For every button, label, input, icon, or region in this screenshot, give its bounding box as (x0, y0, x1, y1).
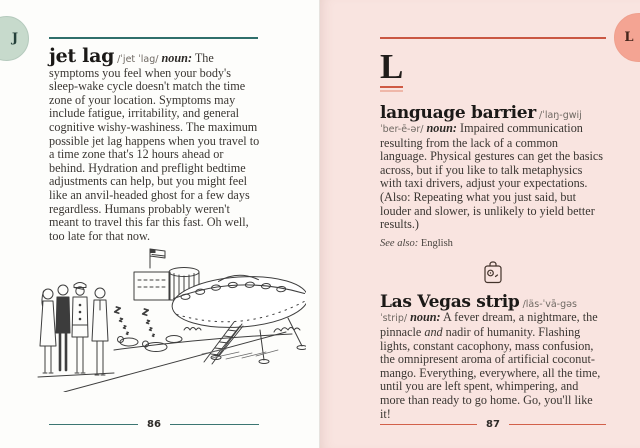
header-rule-right (380, 37, 606, 39)
headword-las-vegas-strip: Las Vegas strip (380, 291, 520, 312)
second-man-legs (95, 341, 105, 375)
page-number-right: 87 (486, 419, 500, 430)
footer-line (509, 424, 606, 426)
part-of-speech-label: noun: (426, 121, 457, 136)
officer-jacket (72, 297, 88, 337)
zzz-text: Z (141, 307, 150, 318)
officer-figure (76, 287, 84, 295)
officer-legs (75, 337, 85, 373)
see-also-term: English (420, 237, 453, 249)
see-also-line (380, 238, 606, 249)
page-footer-right (380, 419, 606, 430)
saucer-body (170, 272, 306, 331)
dark-suit (56, 297, 70, 333)
zzz-text: z (122, 324, 127, 331)
part-of-speech-label: noun: (161, 51, 193, 65)
woman-figure (43, 289, 53, 299)
jacket-button (79, 311, 81, 313)
onlooker-group (38, 283, 114, 378)
letter-tab-j (0, 16, 29, 61)
section-letter-underline-light (380, 90, 403, 92)
bushes-left (184, 328, 201, 331)
definition-italic-word: and (424, 325, 443, 340)
flag-stripe (152, 255, 165, 257)
woman-legs (43, 346, 53, 373)
section-letter-underline (380, 86, 403, 88)
ground-line (114, 334, 292, 350)
suitcase-icon-row (380, 260, 606, 286)
zzz-text: Z (113, 305, 122, 316)
zzz-text: z (151, 332, 156, 338)
flying-saucer (170, 271, 306, 332)
bushes-right (274, 328, 300, 333)
pronunciation-las-vegas-strip: /läs-ˈvā-gəs ˈstrip/ (380, 298, 577, 325)
flag-canton (151, 250, 156, 254)
footer-line (49, 424, 138, 426)
jacket-button (79, 304, 81, 306)
letter-tab-l-label: L (624, 30, 634, 45)
section-letter: L (380, 46, 404, 86)
see-also-label: See also: (380, 237, 419, 249)
zzz-text: z (145, 318, 151, 326)
leg-right (288, 318, 302, 346)
headword-jet-lag: jet lag (49, 45, 115, 67)
header-rule-left (49, 37, 258, 39)
jacket-button (79, 318, 81, 320)
headword-language-barrier: language barrier (380, 102, 536, 123)
definition-las-vegas-strip-part1: A fever dream, a nightmare, the pinnacle (380, 310, 598, 340)
pronunciation-language-barrier: /ˈlaŋ-gwij ˈber-ē-ər/ (380, 109, 582, 136)
sleeping-alien (166, 336, 182, 343)
building-wing (134, 272, 170, 300)
suit-man-legs (60, 333, 66, 370)
footer-line (380, 424, 477, 426)
entry-language-barrier (380, 102, 606, 232)
woman-coat (40, 301, 56, 346)
page-footer-left (49, 419, 259, 430)
leg-middle (260, 330, 264, 360)
ladder (204, 322, 242, 364)
entry-jet-lag (49, 45, 261, 243)
suit-man-figure (58, 285, 68, 295)
letter-tab-j-label: J (11, 31, 19, 46)
pronunciation-jet-lag: /ˈjet ˈlag/ (117, 54, 159, 65)
footer-line (170, 424, 259, 426)
entry-las-vegas-strip (380, 291, 606, 421)
letter-tab-l (614, 13, 640, 62)
building-windows (138, 280, 165, 287)
part-of-speech-label: noun: (410, 310, 441, 325)
officer-cap (74, 283, 86, 290)
definition-las-vegas-strip-part2: nadir of humanity. Flashing lights, constant cacophony, mass confusion, the omnipresent aroma of artificial coconut-mango. Everything, everywhere, all the time, until you are left spent, whimpering, and more than ready to go home. Go, you'll like it! (380, 325, 601, 421)
second-man-body (92, 300, 108, 341)
suitcase-icon (482, 260, 504, 286)
zzz-text: z (118, 316, 124, 324)
zzz-text: z (125, 330, 130, 336)
page-right (320, 0, 640, 448)
zzz-text: z (148, 326, 153, 333)
second-man-figure (95, 288, 105, 298)
ufo-landing-illustration (34, 246, 306, 392)
definition-language-barrier: Impaired communication resulting from the lack of a common language. Physical gestures can get the basics across, but if you like to talk metaphysics with taxi drivers, adjust your expectations. (Also: Repeating what you just said, but louder and slower, is unlikely to yield better results.) (380, 121, 604, 232)
definition-jet-lag: The symptoms you feel when your body's sleep-wake cycle doesn't match the time zone of your location. Symptoms may include fatigue, irritability, and general cognitive wishy-washiness. The maximum possible jet lag happens when you travel to a time zone that's 12 hours ahead or behind. Hydration and preflight bedtime adjustments can help, but you might feel like an anvil-headed ghost for a few days regardless. Humans probably weren't meant to travel this far this fast. Oh well, too late for that now. (49, 51, 260, 243)
page-number-left: 86 (147, 419, 161, 430)
